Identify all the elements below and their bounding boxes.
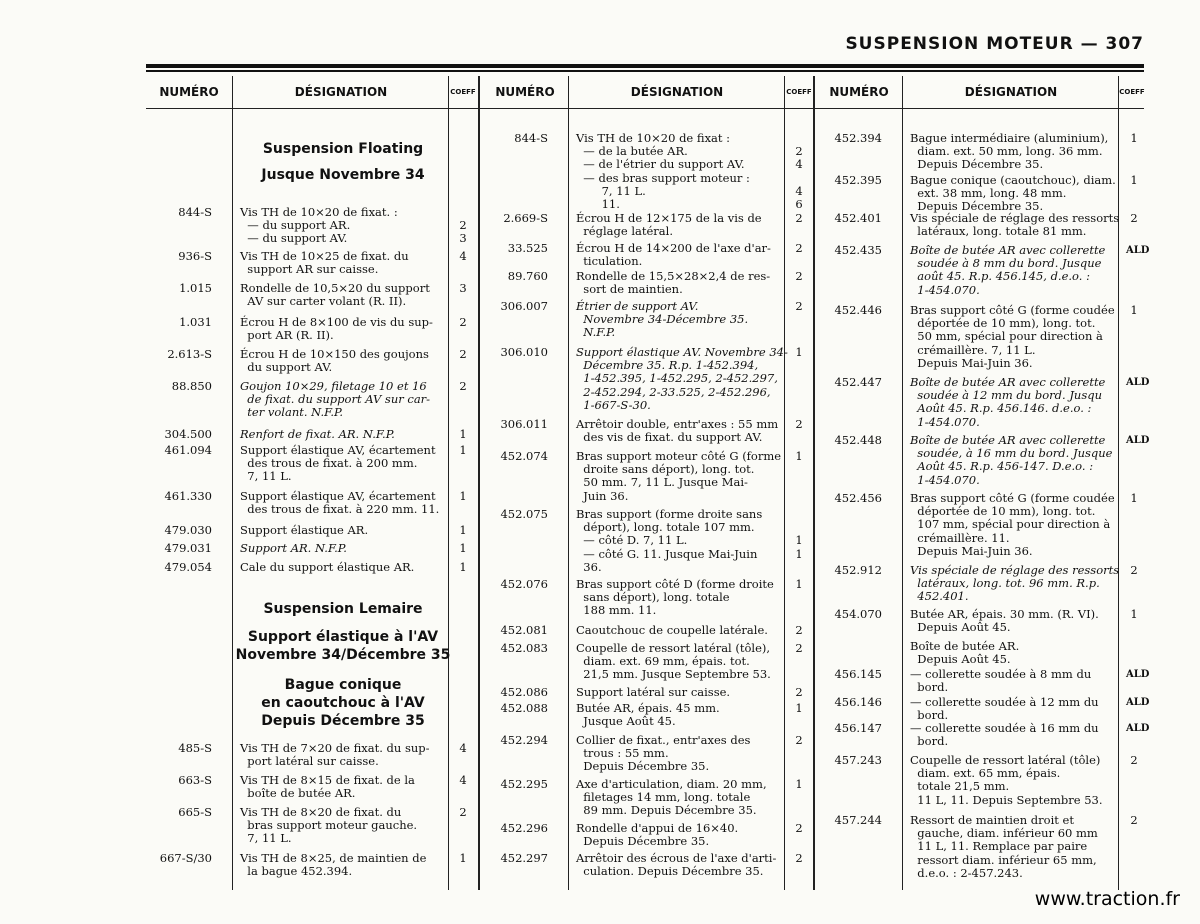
page-header: SUSPENSION MOTEUR — 307 [845, 34, 1144, 54]
part-number: 452.394 [834, 131, 882, 145]
part-designation: Support élastique AV, écartement des trous de fixat. à 220 mm. 11. [240, 489, 440, 517]
col-separator-1 [478, 76, 480, 890]
part-number: 33.525 [507, 241, 548, 255]
part-number: 2.613-S [167, 347, 212, 361]
section-title: Suspension Lemaire [263, 601, 423, 617]
col2-divider-coef [784, 76, 785, 890]
col2-divider-num [568, 76, 569, 890]
part-designation: Vis spéciale de réglage des ressorts latéraux, long. tot. 96 mm. R.p. 452.401. [910, 563, 1120, 604]
part-designation: Bras support moteur côté G (forme droite sans déport), long. tot. 50 mm. 7, 11 L. Jusque Mai- Juin 36. [576, 449, 782, 503]
part-number: 452.435 [834, 243, 882, 257]
part-number: 452.401 [834, 211, 882, 225]
part-designation: Coupelle de ressort latéral (tôle), diam. ext. 69 mm, épais. tot. 21,5 mm. Jusque Septembre 53. [576, 641, 771, 682]
part-coefficient: 2 [1130, 563, 1138, 577]
part-number: 306.007 [500, 299, 548, 313]
part-number: 936-S [178, 249, 212, 263]
part-designation: Support AR. N.F.P. [240, 541, 347, 555]
part-coefficient: 2 [795, 851, 803, 865]
part-designation: — collerette soudée à 16 mm du bord. [910, 721, 1099, 749]
part-designation: Bague conique (caoutchouc), diam. ext. 38 mm, long. 48 mm. Depuis Décembre 35. [910, 173, 1116, 214]
part-coefficient: 1 [459, 489, 467, 503]
part-coefficient: 1 [795, 345, 803, 359]
part-designation: Vis TH de 10×20 de fixat : — de la butée AR. — de l'étrier du support AV. — des bras support moteur : 7, 11 L. 11. [576, 131, 750, 212]
part-coefficient: 2 [1130, 753, 1138, 767]
part-coefficient: 2 [795, 685, 803, 699]
col1-divider-coef [448, 76, 449, 890]
part-number: 456.146 [834, 695, 882, 709]
part-coefficient: 1 [1130, 303, 1138, 317]
part-coefficient: 2 [459, 315, 467, 329]
part-coefficient: ALD [1126, 669, 1150, 680]
part-designation: Bague intermédiaire (aluminium), diam. ext. 50 mm, long. 36 mm. Depuis Décembre 35. [910, 131, 1109, 172]
part-number: 88.850 [171, 379, 212, 393]
part-coefficient: ALD [1126, 435, 1150, 446]
part-number: 2.669-S [503, 211, 548, 225]
col1-header-coeff: COEFF [450, 88, 476, 96]
part-number: 454.070 [834, 607, 882, 621]
part-designation: Étrier de support AV. Novembre 34-Décembre 35. N.F.P. [576, 299, 749, 340]
part-number: 452.912 [834, 563, 882, 577]
part-number: 479.054 [164, 560, 212, 574]
header-bottom-rule [146, 108, 1144, 109]
part-number: 452.083 [500, 641, 548, 655]
part-number: 457.244 [834, 813, 882, 827]
part-designation: Vis TH de 8×20 de fixat. du bras support moteur gauche. 7, 11 L. [240, 805, 418, 846]
part-coefficient: 2 [795, 417, 803, 431]
part-designation: Écrou H de 14×200 de l'axe d'ar- ticulation. [576, 241, 771, 269]
part-number: 665-S [178, 805, 212, 819]
part-number: 452.075 [500, 507, 548, 521]
part-number: 452.076 [500, 577, 548, 591]
part-coefficient: 2 [459, 347, 467, 361]
part-designation: Bras support (forme droite sans déport), long. totale 107 mm. — côté D. 7, 11 L. — côté G. 11. Jusque Mai-Juin 36. [576, 507, 763, 574]
part-coefficient: 2 [1130, 813, 1138, 827]
part-coefficient: 3 [459, 281, 467, 295]
part-number: 485-S [178, 741, 212, 755]
part-number: 456.147 [834, 721, 882, 735]
part-coefficient: 2 [795, 211, 803, 225]
part-designation: — collerette soudée à 12 mm du bord. [910, 695, 1099, 723]
col1-header-numero: NUMÉRO [159, 85, 219, 99]
watermark: www.traction.fr [1034, 888, 1180, 910]
part-coefficient: 1 [459, 443, 467, 457]
part-number: 1.031 [179, 315, 212, 329]
part-designation: Renfort de fixat. AR. N.F.P. [240, 427, 395, 441]
part-designation: Support élastique AV, écartement des trous de fixat. à 200 mm. 7, 11 L. [240, 443, 436, 484]
col3-header-numero: NUMÉRO [829, 85, 889, 99]
part-coefficient: 2 3 [459, 218, 467, 246]
col2-header-designation: DÉSIGNATION [630, 85, 724, 99]
part-number: 306.010 [500, 345, 548, 359]
part-number: 452.074 [500, 449, 548, 463]
part-number: 452.447 [834, 375, 882, 389]
part-designation: Boîte de butée AR avec collerette soudée à 8 mm du bord. Jusque août 45. R.p. 456.145, d.e.o. : 1-454.070. [910, 243, 1106, 297]
part-number: 452.294 [500, 733, 548, 747]
part-designation: Vis TH de 10×25 de fixat. du support AR sur caisse. [240, 249, 409, 277]
part-designation: Bras support côté D (forme droite sans déport), long. totale 188 mm. 11. [576, 577, 774, 618]
part-coefficient: 1 [795, 577, 803, 591]
part-coefficient: 2 [795, 299, 803, 313]
part-coefficient: 1 [795, 449, 803, 463]
part-number: 461.094 [164, 443, 212, 457]
part-number: 304.500 [164, 427, 212, 441]
part-coefficient: 1 [459, 560, 467, 574]
part-designation: — collerette soudée à 8 mm du bord. [910, 667, 1092, 695]
part-coefficient: 1 1 [795, 533, 803, 561]
part-number: 479.030 [164, 523, 212, 537]
part-number: 452.081 [500, 623, 548, 637]
part-coefficient: 2 [459, 379, 467, 393]
part-designation: Vis TH de 10×20 de fixat. : — du support AR. — du support AV. [240, 205, 398, 246]
part-designation: Coupelle de ressort latéral (tôle) diam. ext. 65 mm, épais. totale 21,5 mm. 11 L, 11. Depuis Septembre 53. [910, 753, 1103, 807]
part-number: 89.760 [507, 269, 548, 283]
part-designation: Boîte de butée AR avec collerette soudée à 12 mm du bord. Jusqu Août 45. R.p. 456.146. d.e.o. : 1-454.070. [910, 375, 1106, 429]
section-title: Bague conique en caoutchouc à l'AV Depuis Décembre 35 [261, 677, 425, 729]
part-number: 457.243 [834, 753, 882, 767]
part-designation: Écrou H de 10×150 des goujons du support AV. [240, 347, 429, 375]
part-number: 461.330 [164, 489, 212, 503]
col1-header-designation: DÉSIGNATION [294, 85, 388, 99]
part-number: 452.295 [500, 777, 548, 791]
part-coefficient: 2 [795, 269, 803, 283]
part-designation: Arrêtoir double, entr'axes : 55 mm des vis de fixat. du support AV. [576, 417, 779, 445]
part-coefficient: ALD [1126, 245, 1150, 256]
part-coefficient: 1 [795, 701, 803, 715]
part-number: 452.446 [834, 303, 882, 317]
part-coefficient: ALD [1126, 723, 1150, 734]
part-number: 306.011 [500, 417, 548, 431]
part-coefficient: 1 [1130, 491, 1138, 505]
part-designation: Rondelle d'appui de 16×40. Depuis Décembre 35. [576, 821, 739, 849]
part-coefficient: ALD [1126, 377, 1150, 388]
part-coefficient: 1 [459, 427, 467, 441]
part-designation: Arrêtoir des écrous de l'axe d'arti- culation. Depuis Décembre 35. [576, 851, 777, 879]
part-coefficient: 2 [795, 623, 803, 637]
col3-header-designation: DÉSIGNATION [964, 85, 1058, 99]
col-separator-2 [813, 76, 815, 890]
part-designation: Vis TH de 8×25, de maintien de la bague 452.394. [240, 851, 427, 879]
part-designation: Axe d'articulation, diam. 20 mm, filetages 14 mm, long. totale 89 mm. Depuis Décembre 35. [576, 777, 767, 818]
part-coefficient: 1 [1130, 131, 1138, 145]
part-number: 452.296 [500, 821, 548, 835]
col3-divider-num [902, 76, 903, 890]
part-coefficient: 2 [795, 733, 803, 747]
part-number: 452.297 [500, 851, 548, 865]
col2-header-numero: NUMÉRO [495, 85, 555, 99]
part-designation: Vis TH de 7×20 de fixat. du sup- port latéral sur caisse. [240, 741, 430, 769]
part-coefficient: 2 [459, 805, 467, 819]
header-rule-thin [146, 70, 1144, 72]
part-designation: Bras support côté G (forme coudée déportée de 10 mm), long. tot. 107 mm, spécial pour direction à crémaillère. 11. Depuis Mai-Juin 36. [910, 491, 1115, 558]
part-coefficient: 4 [459, 741, 467, 755]
part-coefficient: 1 [459, 523, 467, 537]
part-number: 452.448 [834, 433, 882, 447]
part-designation: Vis TH de 8×15 de fixat. de la boîte de butée AR. [240, 773, 415, 801]
part-coefficient: 1 [795, 777, 803, 791]
part-designation: Rondelle de 10,5×20 du support AV sur carter volant (R. II). [240, 281, 430, 309]
part-designation: Support latéral sur caisse. [576, 685, 731, 699]
part-designation: Butée AR, épais. 45 mm. Jusque Août 45. [576, 701, 720, 729]
col1-divider-num [232, 76, 233, 890]
part-number: 844-S [514, 131, 548, 145]
part-designation: Boîte de butée AR avec collerette soudée, à 16 mm du bord. Jusque Août 45. R.p. 456-147. D.e.o. : 1-454.070. [910, 433, 1113, 487]
part-number: 844-S [178, 205, 212, 219]
part-coefficient: 2 [795, 641, 803, 655]
col3-divider-coef [1118, 76, 1119, 890]
part-coefficient: 2 4 4 6 [795, 144, 803, 212]
part-number: 456.145 [834, 667, 882, 681]
part-coefficient: 1 [1130, 173, 1138, 187]
part-designation: Écrou H de 12×175 de la vis de réglage latéral. [576, 211, 762, 239]
col2-header-coeff: COEFF [786, 88, 812, 96]
part-designation: Butée AR, épais. 30 mm. (R. VI). Depuis Août 45. [910, 607, 1099, 635]
part-designation: Support élastique AV. Novembre 34- Décembre 35. R.p. 1-452.394, 1-452.395, 1-452.295, 2-452.297, 2-452.294, 2-33.525, 2-452.296, 1-667-S-30. [576, 345, 788, 412]
part-coefficient: 1 [1130, 607, 1138, 621]
part-coefficient: 2 [795, 821, 803, 835]
part-designation: Rondelle de 15,5×28×2,4 de res- sort de maintien. [576, 269, 771, 297]
part-designation: Ressort de maintien droit et gauche, diam. inférieur 60 mm 11 L, 11. Remplace par paire ressort diam. inférieur 65 mm, d.e.o. : 2-457.243. [910, 813, 1098, 880]
part-number: 663-S [178, 773, 212, 787]
part-number: 667-S/30 [159, 851, 212, 865]
part-coefficient: 4 [459, 773, 467, 787]
part-designation: Goujon 10×29, filetage 10 et 16 de fixat. du support AV sur car- ter volant. N.F.P. [240, 379, 431, 420]
part-number: 452.088 [500, 701, 548, 715]
part-designation: Caoutchouc de coupelle latérale. [576, 623, 768, 637]
part-number: 479.031 [164, 541, 212, 555]
part-coefficient: 1 [459, 541, 467, 555]
part-coefficient: ALD [1126, 697, 1150, 708]
part-coefficient: 4 [459, 249, 467, 263]
section-title: Support élastique à l'AV Novembre 34/Décembre 35 [235, 629, 451, 663]
part-number: 1.015 [179, 281, 212, 295]
section-title: Suspension Floating [262, 141, 424, 157]
part-designation: Boîte de butée AR. Depuis Août 45. [910, 639, 1020, 667]
part-designation: Écrou H de 8×100 de vis du sup- port AR (R. II). [240, 315, 433, 343]
section-title: Jusque Novembre 34 [261, 167, 425, 183]
part-number: 452.086 [500, 685, 548, 699]
part-designation: Support élastique AR. [240, 523, 369, 537]
part-number: 452.395 [834, 173, 882, 187]
part-designation: Cale du support élastique AR. [240, 560, 415, 574]
part-number: 452.456 [834, 491, 882, 505]
col3-header-coeff: COEFF [1119, 88, 1145, 96]
part-coefficient: 2 [795, 241, 803, 255]
part-coefficient: 1 [459, 851, 467, 865]
part-coefficient: 2 [1130, 211, 1138, 225]
part-designation: Bras support côté G (forme coudée déportée de 10 mm), long. tot. 50 mm, spécial pour direction à crémaillère. 7, 11 L. Depuis Mai-Juin 36. [910, 303, 1115, 370]
header-rule [146, 64, 1144, 68]
part-designation: Collier de fixat., entr'axes des trous : 55 mm. Depuis Décembre 35. [576, 733, 751, 774]
part-designation: Vis spéciale de réglage des ressorts latéraux, long. totale 81 mm. [910, 211, 1120, 239]
